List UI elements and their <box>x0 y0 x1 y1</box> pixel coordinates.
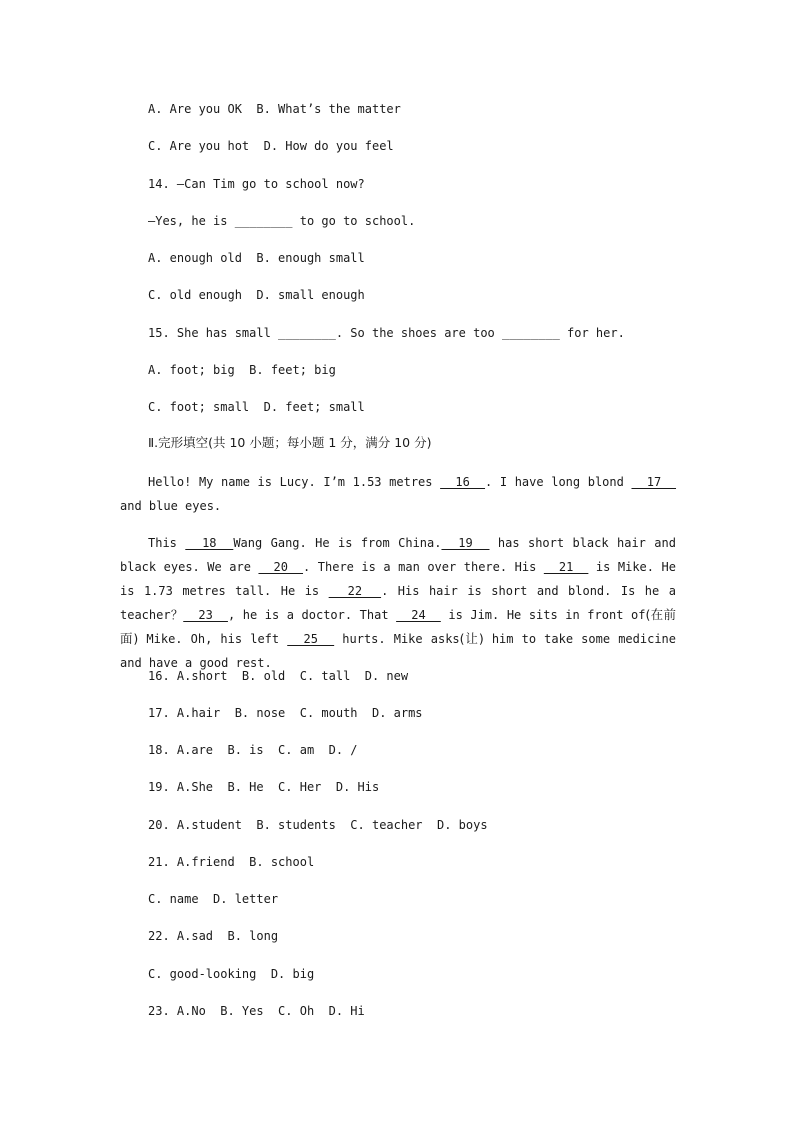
p2-text-10: hurts. Mike asks <box>334 632 460 646</box>
q14-options-cd: C. old enough D. small enough <box>148 288 365 302</box>
p2-text-11: him to take some medicine and have a good rest. <box>120 632 676 670</box>
blank-24: 24 <box>396 608 441 622</box>
p1-text-3: and blue eyes. <box>120 499 222 513</box>
p1-text-2: . I have long blond <box>485 475 632 489</box>
p2-cjk-gloss-1: (在前面) <box>120 607 676 646</box>
blank-21: 21 <box>543 560 589 574</box>
q23-options: 23. A.No B. Yes C. Oh D. Hi <box>148 1004 365 1018</box>
p2-text-3: has short black hair and black eyes. We are <box>120 536 676 574</box>
q15-options-ab: A. foot; big B. feet; big <box>148 363 336 377</box>
p2-text-7: , he is a doctor. That <box>227 608 397 622</box>
p2-text-1: This <box>148 536 186 550</box>
blank-16: 16 <box>440 475 486 489</box>
q19-options: 19. A.She B. He C. Her D. His <box>148 780 380 794</box>
p2-text-9: Mike. Oh, his left <box>138 632 288 646</box>
q16-options: 16. A.short B. old C. tall D. new <box>148 669 409 683</box>
q18-options: 18. A.are B. is C. am D. / <box>148 743 358 757</box>
blank-23: 23 <box>183 608 228 622</box>
q20-options: 20. A.student B. students C. teacher D. boys <box>148 818 488 832</box>
q22-options-cd: C. good-looking D. big <box>148 967 315 981</box>
p1-text-1: Hello! My name is Lucy. I’m 1.53 metres <box>148 475 441 489</box>
q15-options-cd: C. foot; small D. feet; small <box>148 400 365 414</box>
q17-options: 17. A.hair B. nose C. mouth D. arms <box>148 706 423 720</box>
section-heading: Ⅱ.完形填空(共 10 小题；每小题 1 分，满分 10 分) <box>148 435 432 450</box>
blank-22: 22 <box>328 584 382 598</box>
q14-options-ab: A. enough old B. enough small <box>148 251 365 265</box>
q14-prompt: 14. —Can Tim go to school now? <box>148 177 365 191</box>
blank-20: 20 <box>258 560 304 574</box>
passage-paragraph-2 <box>120 531 676 675</box>
q21-options-cd: C. name D. letter <box>148 892 279 906</box>
p2-text-4: . There is a man over there. His <box>303 560 544 574</box>
q13-options-ab: A. Are you OK B. What’s the matter <box>148 102 401 116</box>
q14-answer-line: —Yes, he is ________ to go to school. <box>148 214 416 228</box>
passage-paragraph-1 <box>120 470 676 518</box>
blank-25: 25 <box>287 632 335 646</box>
q15-prompt: 15. She has small ________. So the shoes are too ________ for her. <box>148 326 625 340</box>
q22-options-ab: 22. A.sad B. long <box>148 929 279 943</box>
blank-19: 19 <box>441 536 490 550</box>
p2-text-8: is Jim. He sits in front of <box>440 608 646 622</box>
p2-text-2: Wang Gang. He is from China. <box>233 536 442 550</box>
q21-options-ab: 21. A.friend B. school <box>148 855 315 869</box>
p2-text-5: is Mike. He is 1.73 metres tall. He is <box>120 560 676 598</box>
p2-text-6: . His hair is short and blond. Is he a teacher？ <box>120 584 676 622</box>
blank-17: 17 <box>631 475 677 489</box>
blank-18: 18 <box>185 536 234 550</box>
q13-options-cd: C. Are you hot D. How do you feel <box>148 139 394 153</box>
p2-cjk-gloss-2: (让) <box>459 631 484 646</box>
